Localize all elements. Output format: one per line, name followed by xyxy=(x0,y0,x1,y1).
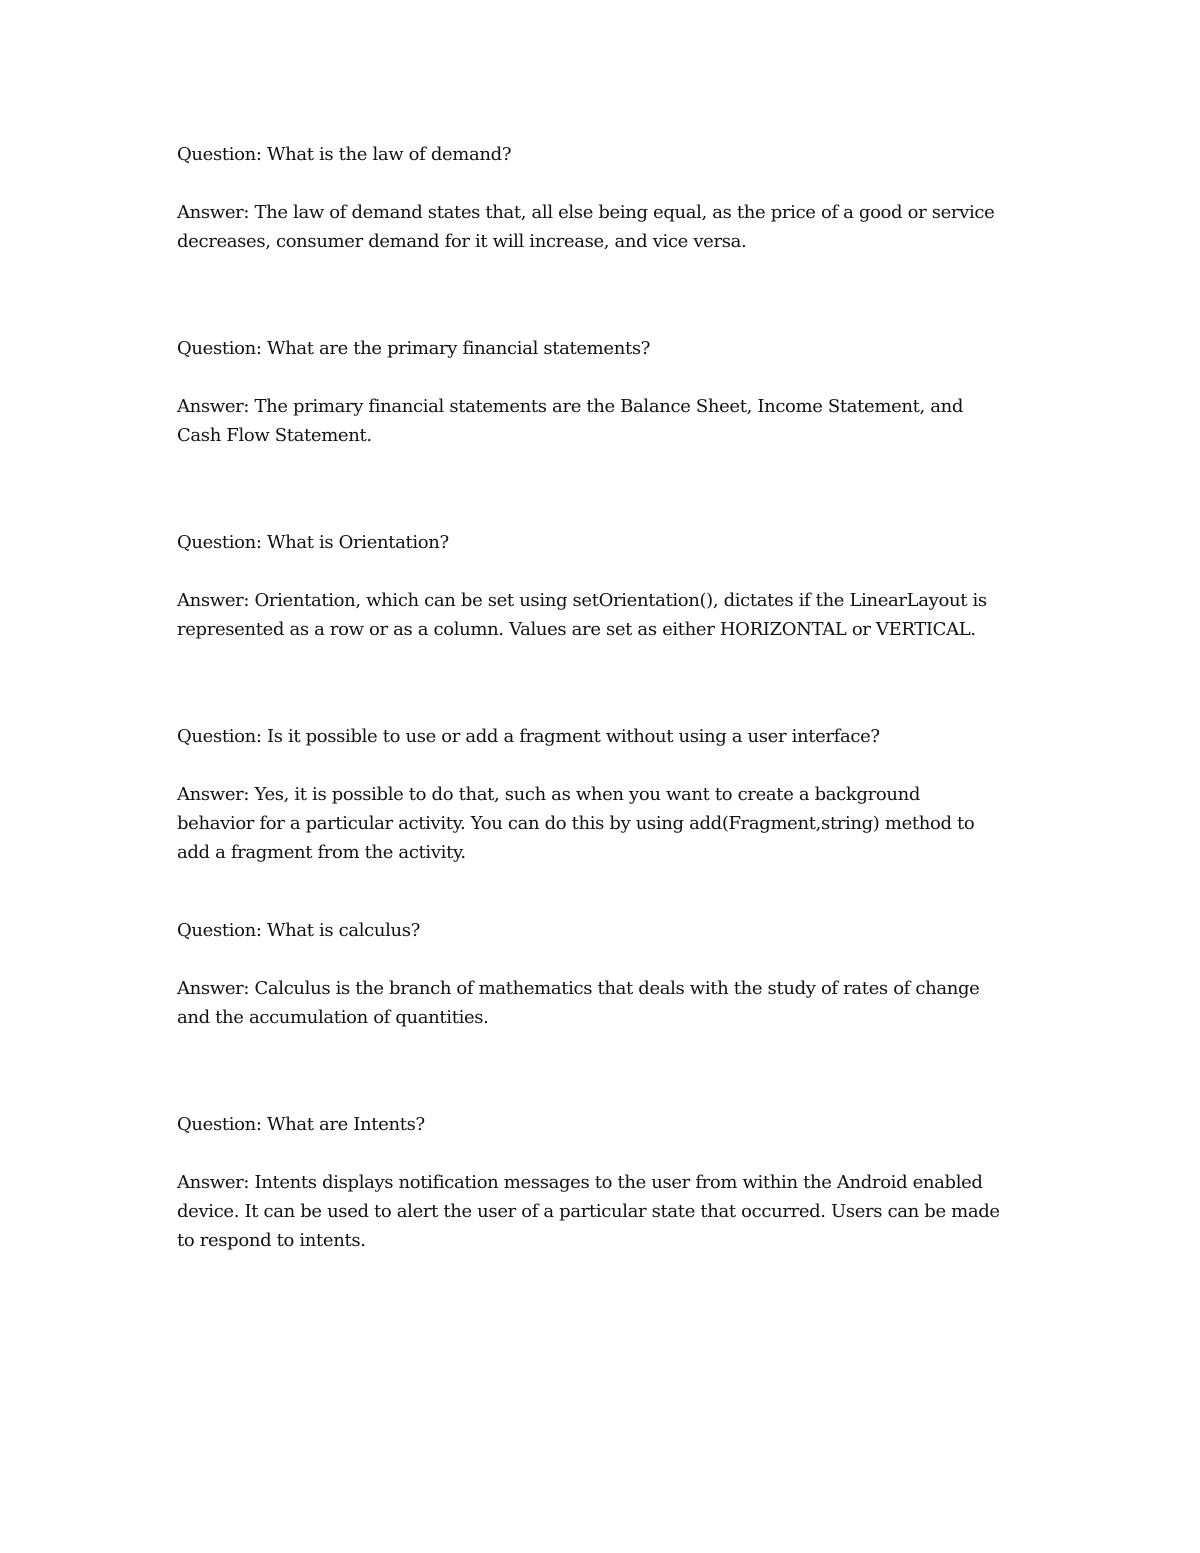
answer-line: to respond to intents. xyxy=(177,1230,366,1251)
question-text: Question: Is it possible to use or add a fragment without using a user interface? xyxy=(177,726,880,747)
answer-text xyxy=(177,780,1027,867)
answer-line: Answer: Orientation, which can be set using setOrientation(), dictates if the LinearLayout is xyxy=(177,590,987,611)
answer-line: Cash Flow Statement. xyxy=(177,425,372,446)
answer-text xyxy=(177,1168,1027,1255)
answer-line: Answer: The primary financial statements are the Balance Sheet, Income Statement, and xyxy=(177,396,964,417)
answer-text xyxy=(177,586,1027,644)
answer-line: behavior for a particular activity. You can do this by using add(Fragment,string) method to xyxy=(177,813,975,834)
answer-line: Answer: Yes, it is possible to do that, such as when you want to create a background xyxy=(177,784,921,805)
qa-item-law-of-demand xyxy=(177,140,1027,334)
answer-text xyxy=(177,974,1027,1032)
question-text: Question: What is the law of demand? xyxy=(177,144,512,165)
answer-line: Answer: Calculus is the branch of mathematics that deals with the study of rates of change xyxy=(177,978,980,999)
answer-line: add a fragment from the activity. xyxy=(177,842,466,863)
question-text: Question: What are the primary financial statements? xyxy=(177,338,651,359)
qa-item-fragment xyxy=(177,722,1027,916)
answer-line: represented as a row or as a column. Values are set as either HORIZONTAL or VERTICAL. xyxy=(177,619,976,640)
answer-text xyxy=(177,392,1027,450)
question-text: Question: What is Orientation? xyxy=(177,532,449,553)
qa-item-calculus xyxy=(177,916,1027,1110)
answer-text xyxy=(177,198,1027,256)
qa-item-financial-statements xyxy=(177,334,1027,528)
qa-item-intents xyxy=(177,1110,1027,1304)
answer-line: and the accumulation of quantities. xyxy=(177,1007,489,1028)
question-text: Question: What is calculus? xyxy=(177,920,420,941)
answer-line: Answer: The law of demand states that, all else being equal, as the price of a good or service xyxy=(177,202,995,223)
question-text: Question: What are Intents? xyxy=(177,1114,425,1135)
answer-line: device. It can be used to alert the user of a particular state that occurred. Users can be made xyxy=(177,1201,1000,1222)
qa-list xyxy=(177,140,1027,1304)
answer-line: Answer: Intents displays notification messages to the user from within the Android enabled xyxy=(177,1172,983,1193)
answer-line: decreases, consumer demand for it will increase, and vice versa. xyxy=(177,231,747,252)
qa-item-orientation xyxy=(177,528,1027,722)
